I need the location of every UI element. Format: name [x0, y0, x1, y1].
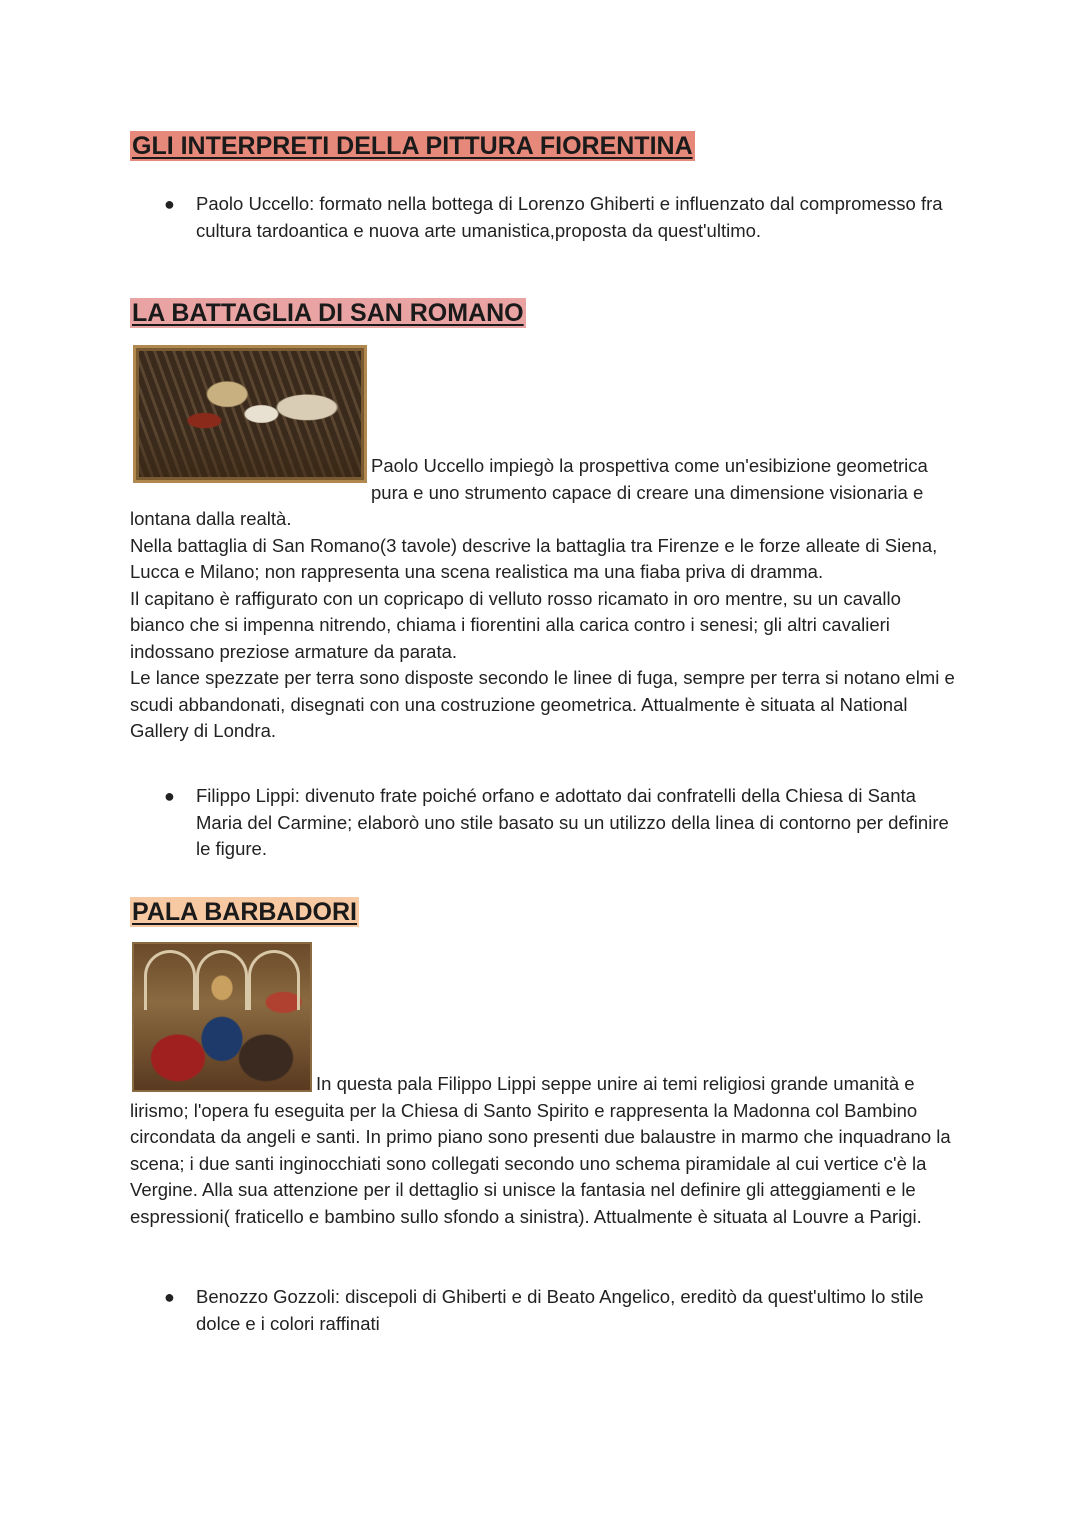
battaglia-paragraph-3: Il capitano è raffigurato con un copricapo di velluto rosso ricamato in oro mentre, su un cavallo bianco che si impenna nitrendo, chiama i fiorentini alla carica contro i senesi; gli altri cavalieri indossano preziose armature da parata.	[130, 587, 901, 662]
bullet-dot: ●	[164, 786, 175, 806]
pala-body	[130, 942, 955, 1230]
battaglia-di-san-romano-image	[133, 345, 367, 483]
section-heading-pala-barbadori: PALA BARBADORI	[132, 898, 357, 926]
bullet-text: Paolo Uccello: formato nella bottega di Lorenzo Ghiberti e influenzato dal compromesso fra cultura tardoantica e nuova arte umanistica,proposta da quest'ultimo.	[196, 193, 943, 241]
battaglia-paragraph-4: Le lance spezzate per terra sono disposte secondo le linee di fuga, sempre per terra si notano elmi e scudi abbandonati, disegnati con una costruzione geometrica. Attualmente è situata al National Gallery di Londra.	[130, 667, 955, 741]
section-heading-interpreti: GLI INTERPRETI DELLA PITTURA FIORENTINA	[132, 132, 693, 160]
pala-paragraph: In questa pala Filippo Lippi seppe unire ai temi religiosi grande umanità e lirismo; l'opera fu eseguita per la Chiesa di Santo Spirito e rappresenta la Madonna col Bambino circondata da angeli e santi. In primo piano sono presenti due balaustre in marmo che inquadrano la scena; i due santi inginocchiati sono collegati secondo uno schema piramidale al cui vertice c'è la Vergine. Alla sua attenzione per il dettaglio si unisce la fantasia nel definire gli atteggiamenti e le espressioni( fraticello e bambino sullo sfondo a sinistra). Attualmente è situata al Louvre a Parigi.	[130, 1073, 951, 1227]
battaglia-body	[130, 343, 955, 745]
bullet-text: Benozzo Gozzoli: discepoli di Ghiberti e di Beato Angelico, ereditò da quest'ultimo lo stile dolce e i colori raffinati	[196, 1286, 924, 1334]
bullet-dot: ●	[164, 1287, 175, 1307]
section-heading-battaglia: LA BATTAGLIA DI SAN ROMANO	[132, 299, 524, 327]
bullet-text: Filippo Lippi: divenuto frate poiché orfano e adottato dai confratelli della Chiesa di Santa Maria del Carmine; elaborò uno stile basato su un utilizzo della linea di contorno per definire le figure.	[196, 785, 949, 859]
bullet-dot: ●	[164, 194, 175, 214]
battaglia-paragraph-2: Nella battaglia di San Romano(3 tavole) descrive la battaglia tra Firenze e le forze alleate di Siena, Lucca e Milano; non rappresenta una scena realistica ma una fiaba priva di dramma.	[130, 534, 938, 582]
pala-barbadori-image	[132, 942, 312, 1092]
battaglia-paragraph-1: Paolo Uccello impiegò la prospettiva come un'esibizione geometrica pura e uno strumento capace di creare una dimensione visionaria e lontana dalla realtà.	[130, 455, 928, 529]
